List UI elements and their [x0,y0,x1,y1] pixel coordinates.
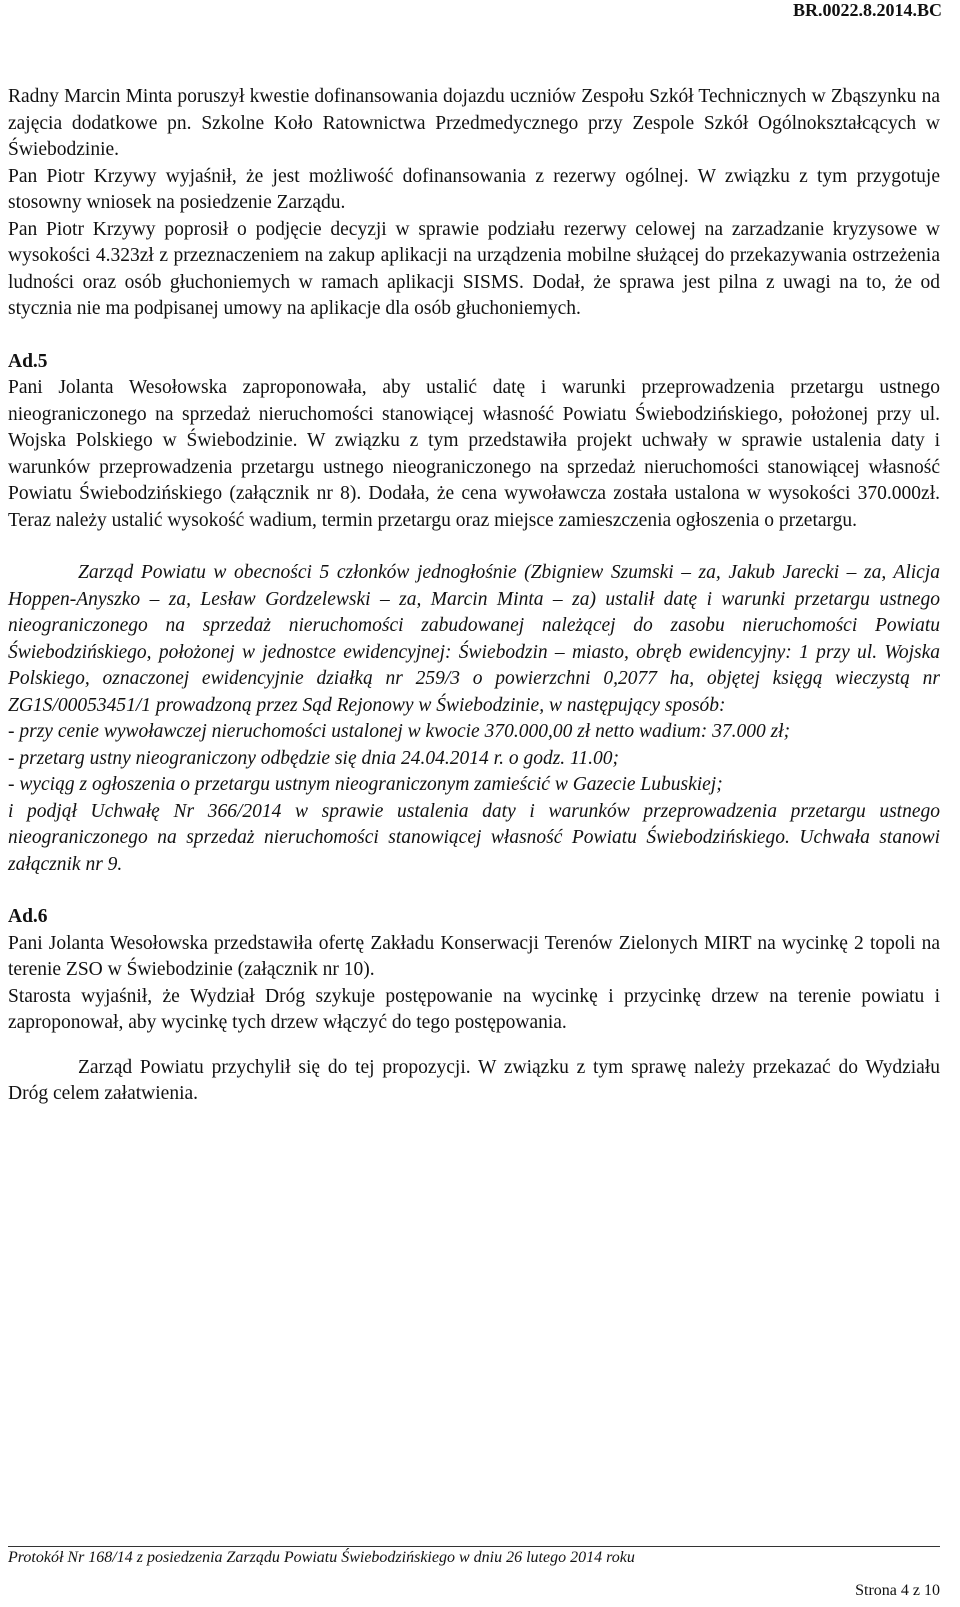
paragraph-minta: Radny Marcin Minta poruszył kwestie dofinansowania dojazdu uczniów Zespołu Szkół Technicznych w Zbąszynku na zajęcia dodatkowe pn. Szkolne Koło Ratownictwa Przedmedycznego przy Zespole Szkół Ogólnokształcących w Świebodzinie. [8,86,940,160]
paragraph-board-decision: Zarząd Powiatu przychylił się do tej propozycji. W związku z tym sprawę należy przekazać do Wydziału Dróg celem załatwienia. [8,1056,940,1104]
paragraph-wesolowska: Pani Jolanta Wesołowska zaproponowała, aby ustalić datę i warunki przeprowadzenia przetargu ustnego nieograniczonego na sprzedaż nieruchomości stanowiącej własność Powiatu Świebodzińskiego, położonej przy ul. Wojska Polskiego w Świebodzinie. W związku z tym przedstawiła projekt uchwały w sprawie ustalenia daty i warunków przeprowadzenia przetargu ustnego nieograniczonego na sprzedaż nieruchomości stanowiącej własność Powiatu Świebodzińskiego (załącznik nr 8). Dodała, że cena wywoławcza została ustalona w wysokości 370.000zł. Teraz należy ustalić wysokość wadium, termin przetargu oraz miejsce zamieszczenia ogłoszenia o przetargu. [8,377,940,531]
paragraph-decision: Zarząd Powiatu w obecności 5 członków jednogłośnie (Zbigniew Szumski – za, Jakub Jarecki – za, Alicja Hoppen-Anyszko – za, Lesław Gordzelewski – za, Marcin Minta – za) ustalił datę i warunki przetargu ustnego nieograniczonego na sprzedaż nieruchomości zabudowanej należącej do zasobu nieruchomości Powiatu Świebodzińskiego, położonej w jednostce ewidencyjnej: Świebodzin – miasto, obręb ewidencyjny: 1 przy ul. Wojska Polskiego, oznaczonej ewidencyjnie działką nr 259/3 o powierzchni 0,2077 ha, objętej księgą wieczystą nr ZG1S/00053451/1 prowadzoną przez Sąd Rejonowy w Świebodzinie, w następujący sposób: [8,562,940,716]
page-number: Strona 4 z 10 [855,1582,940,1599]
footer-protocol: Protokół Nr 168/14 z posiedzenia Zarządu Powiatu Świebodzińskiego w dniu 26 lutego 2014 roku [8,1546,940,1567]
bullet-date: - przetarg ustny nieograniczony odbędzie się dnia 24.04.2014 r. o godz. 11.00; [8,747,619,769]
paragraph-mirt-offer: Pani Jolanta Wesołowska przedstawiła ofertę Zakładu Konserwacji Terenów Zielonych MIRT na wycinkę 2 topoli na terenie ZSO w Świebodzinie (załącznik nr 10). [8,932,940,980]
heading-ad6: Ad.6 [8,906,48,927]
paragraph-krzywy-2: Pan Piotr Krzywy poprosił o podjęcie decyzji w sprawie podziału rezerwy celowej na zarzadzanie kryzysowe w wysokości 4.323zł z przeznaczeniem na zakup aplikacji na urządzenia mobilne służącej do przekazywania ostrzeżenia ludności oraz osób głuchoniemych w ramach aplikacji SISMS. Dodał, że sprawa jest pilna z uwagi na to, że od stycznia nie ma podpisanej umowy na aplikacje dla osób głuchoniemych. [8,218,940,319]
document-reference: BR.0022.8.2014.BC [792,0,942,20]
bullet-publication: - wyciąg z ogłoszenia o przetargu ustnym nieograniczonym zamieścić w Gazecie Lubuskiej; [8,774,723,795]
paragraph-resolution: i podjął Uchwałę Nr 366/2014 w sprawie ustalenia daty i warunków przeprowadzenia przetargu ustnego nieograniczonego na sprzedaż nieruchomości stanowiącej własność Powiatu Świebodzińskiego. Uchwała stanowi załącznik nr 9. [8,800,940,875]
heading-ad5: Ad.5 [8,350,48,372]
paragraph-starosta: Starosta wyjaśnił, że Wydział Dróg szykuje postępowanie na wycinkę i przycinkę drzew na terenie powiatu i zaproponował, aby wycinkę tych drzew włączyć do tego postępowania. [8,985,940,1033]
bullet-price: - przy cenie wywoławczej nieruchomości ustalonej w kwocie 370.000,00 zł netto wadium: 37.000 zł; [8,721,791,742]
paragraph-krzywy-1: Pan Piotr Krzywy wyjaśnił, że jest możliwość dofinansowania z rezerwy ogólnej. W związku z tym przygotuje stosowny wniosek na posiedzenie Zarządu. [8,165,940,213]
page-body [8,84,940,1108]
